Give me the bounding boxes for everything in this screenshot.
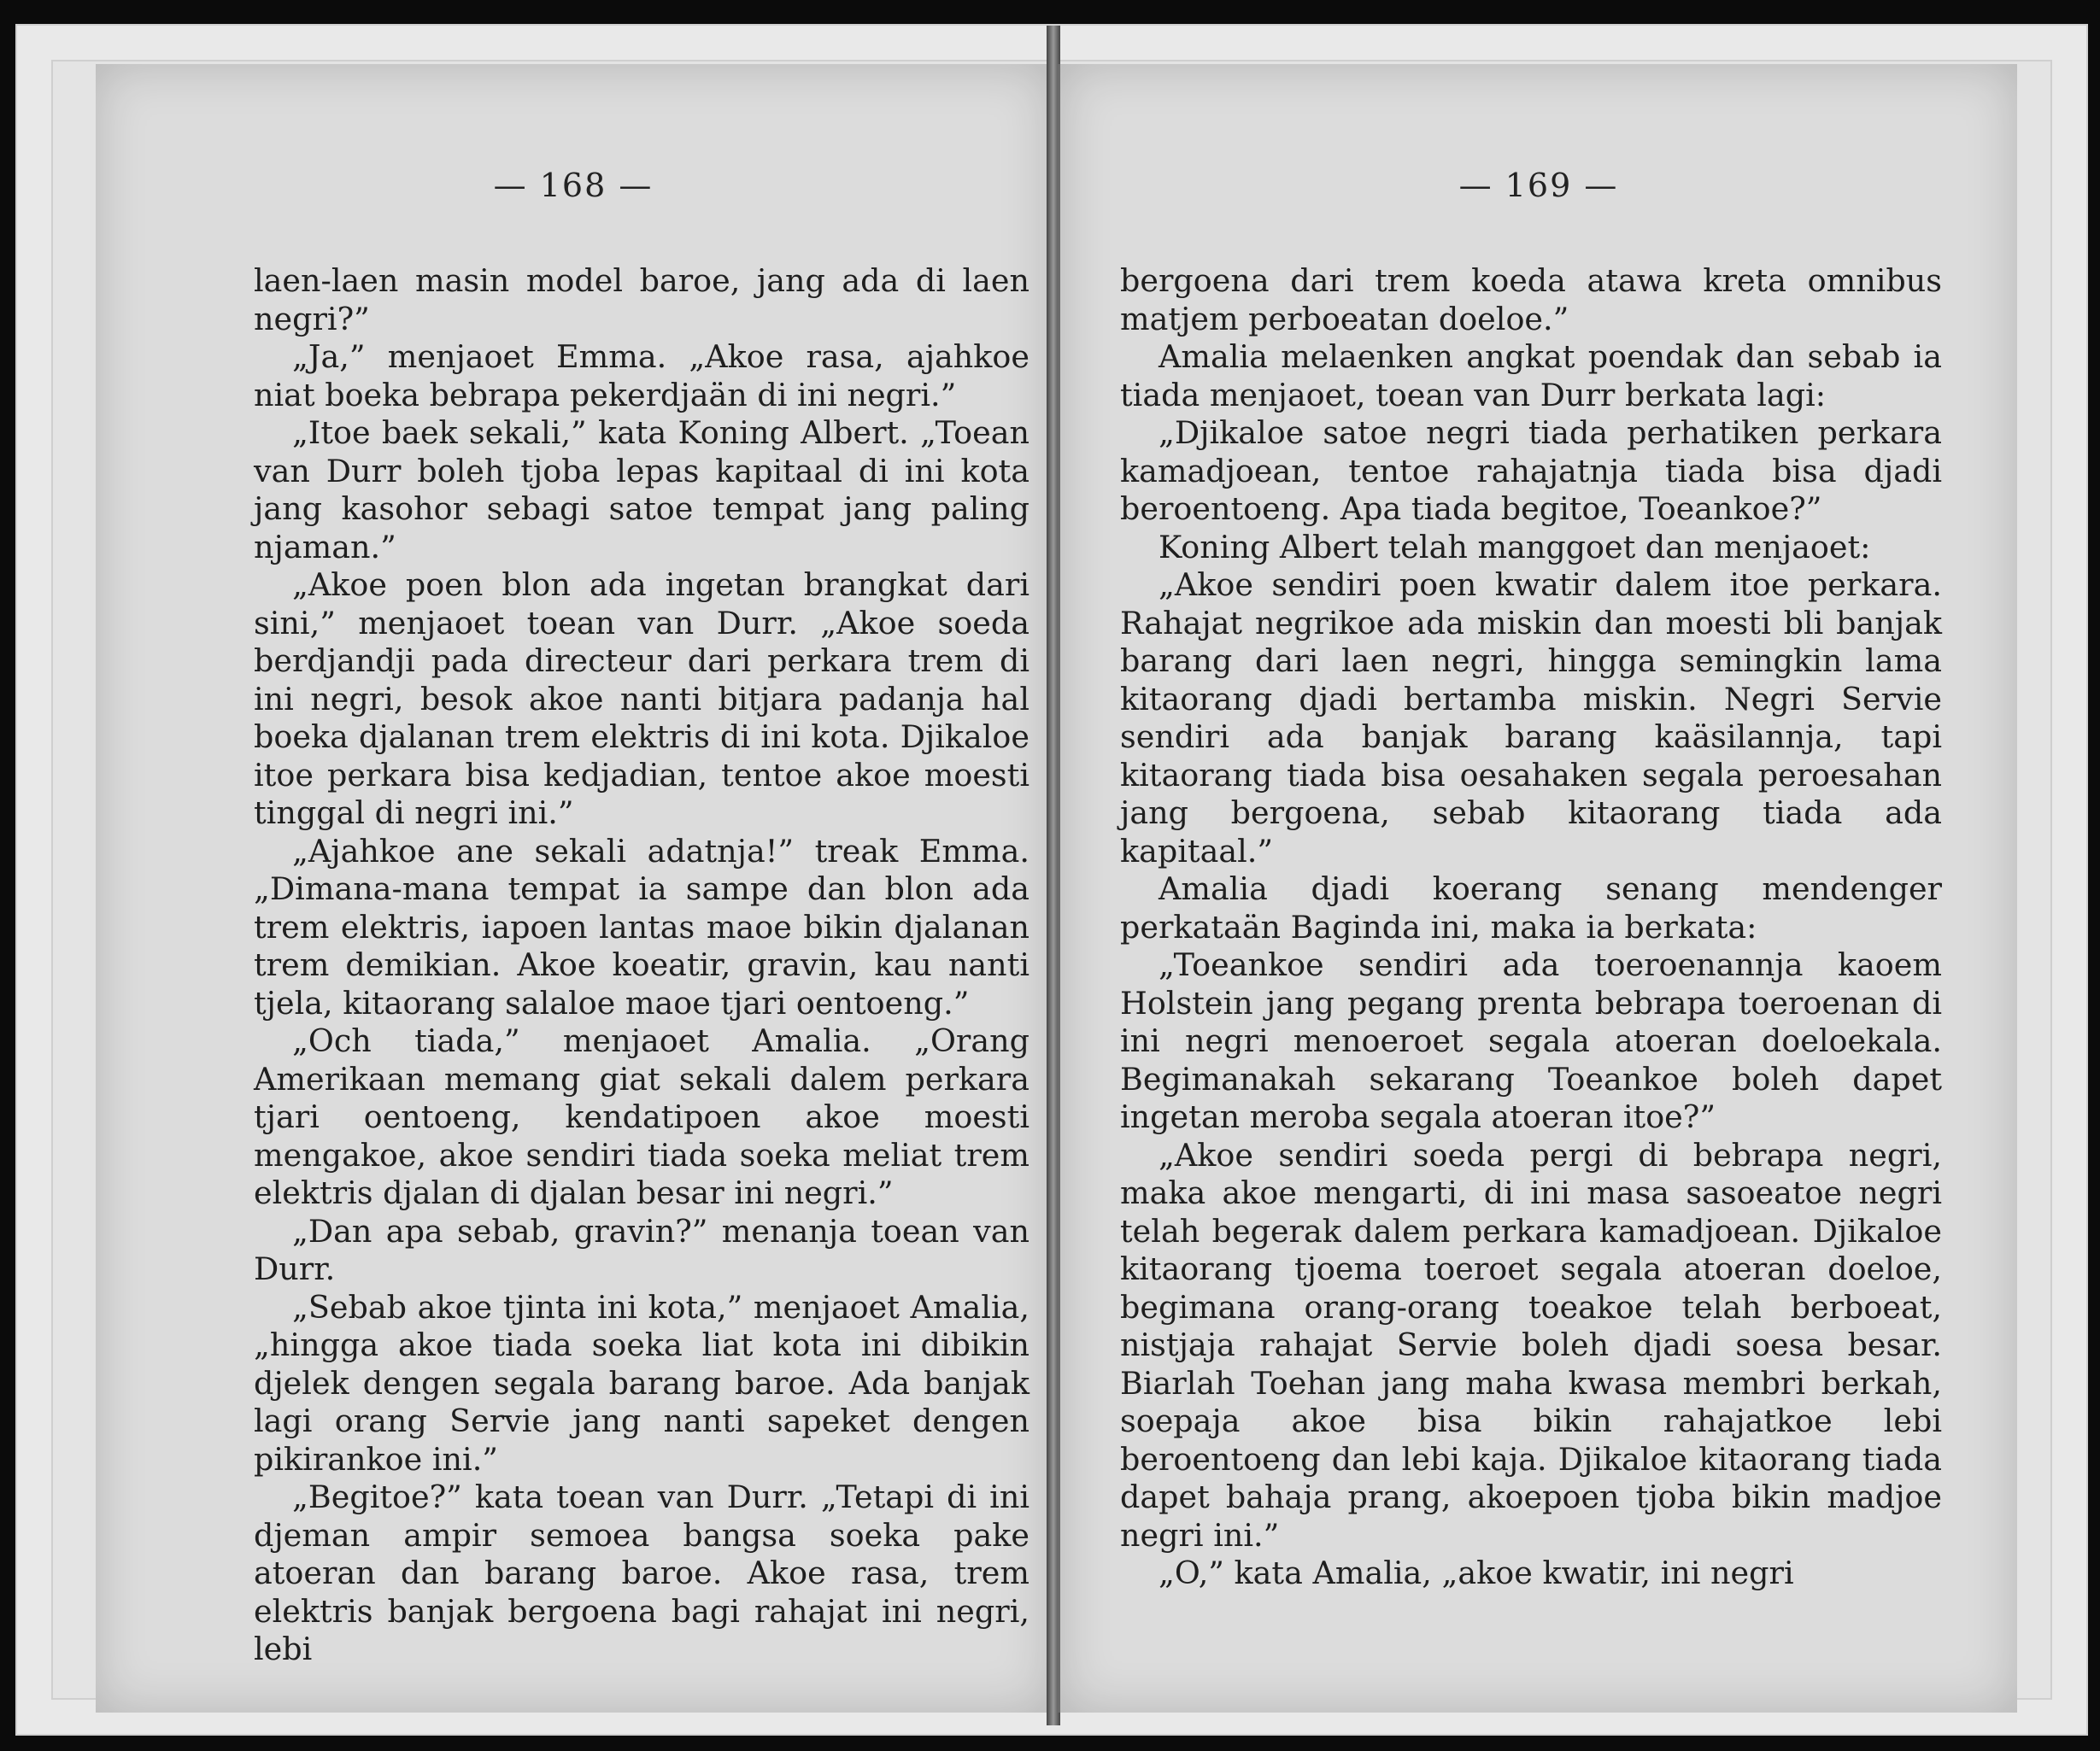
paragraph: „Toeankoe sendiri ada toeroenannja kaoem Holstein jang pegang prenta bebrapa toeroenan di ini negri menoeroet segala atoeran doeloekala. Begimanakah sekarang Toeankoe boleh dapet ingetan meroba segala atoeran itoe?” <box>1120 946 1942 1135</box>
paragraph: „Begitoe?” kata toean van Durr. „Tetapi di ini djeman ampir semoea bangsa soeka pake atoeran dan barang baroe. Akoe rasa, trem elektris banjak bergoena bagi rahajat ini negri, lebi <box>254 1479 1029 1667</box>
paragraph: laen-laen masin model baroe, jang ada di laen negri?” <box>254 262 1029 337</box>
right-page-text <box>1120 262 1942 1593</box>
paragraph: „Akoe sendiri soeda pergi di bebrapa negri, maka akoe mengarti, di ini masa sasoeatoe negri telah begerak dalem perkara kamadjoean. Djikaloe kitaorang tjoema toeroet segala atoeran doeloe, begimana orang-orang toeakoe telah berboeat, nistjaja rahajat Servie boleh djadi soesa besar. Biarlah Toehan jang maha kwasa membri berkah, soepaja akoe bisa bikin rahajatkoe lebi beroentoeng dan lebi kaja. Djikaloe kitaorang tiada dapet bahaja prang, akoepoen tjoba bikin madjoe negri ini.” <box>1120 1136 1942 1554</box>
paragraph: „Itoe baek sekali,” kata Koning Albert. „Toean van Durr boleh tjoba lepas kapitaal di ini kota jang kasohor sebagi satoe tempat jang paling njaman.” <box>254 414 1029 565</box>
paragraph: Amalia djadi koerang senang mendenger perkataän Baginda ini, maka ia berkata: <box>1120 870 1942 946</box>
paragraph: „Dan apa sebab, gravin?” menanja toean van Durr. <box>254 1212 1029 1287</box>
left-page <box>96 64 1053 1713</box>
paragraph: „Och tiada,” menjaoet Amalia. „Orang Amerikaan memang giat sekali dalem perkara tjari oentoeng, kendatipoen akoe moesti mengakoe, akoe sendiri tiada soeka meliat trem elektris djalan di djalan besar ini negri.” <box>254 1022 1029 1211</box>
paragraph: „O,” kata Amalia, „akoe kwatir, ini negri <box>1159 1555 1794 1591</box>
paragraph: „Akoe poen blon ada ingetan brangkat dari sini,” menjaoet toean van Durr. „Akoe soeda berdjandji pada directeur dari perkara trem di ini negri, besok akoe nanti bitjara padanja hal boeka djalanan trem elektris di ini kota. Djikaloe itoe perkara bisa kedjadian, tentoe akoe moesti tinggal di negri ini.” <box>254 566 1029 831</box>
page-number-left: — 168 — <box>493 167 654 204</box>
paragraph: „Djikaloe satoe negri tiada perhatiken perkara kamadjoean, tentoe rahajatnja tiada bisa djadi beroentoeng. Apa tiada begitoe, Toeankoe?” <box>1120 414 1942 527</box>
paragraph: „Ja,” menjaoet Emma. „Akoe rasa, ajahkoe niat boeka bebrapa pekerdjaän di ini negri.” <box>254 338 1029 413</box>
paragraph: „Ajahkoe ane sekali adatnja!” treak Emma. „Dimana-mana tempat ia sampe dan blon ada trem elektris, iapoen lantas maoe bikin djalanan trem demikian. Akoe koeatir, gravin, kau nanti tjela, kitaorang salaloe maoe tjari oentoeng.” <box>254 832 1029 1022</box>
right-page <box>1058 64 2017 1713</box>
page-number-right: — 169 — <box>1458 167 1619 204</box>
paragraph: bergoena dari trem koeda atawa kreta omnibus matjem perboeatan doeloe.” <box>1120 262 1942 337</box>
paragraph: Amalia melaenken angkat poendak dan sebab ia tiada menjaoet, toean van Durr berkata lagi: <box>1120 338 1942 413</box>
paragraph: „Akoe sendiri poen kwatir dalem itoe perkara. Rahajat negrikoe ada miskin dan moesti bli banjak barang dari laen negri, hingga semingkin lama kitaorang djadi bertamba miskin. Negri Servie sendiri ada banjak barang kaäsilannja, tapi kitaorang tiada bisa oesahaken segala peroesahan jang bergoena, sebab kitaorang tiada ada kapitaal.” <box>1120 566 1942 870</box>
paragraph: Koning Albert telah manggoet dan menjaoet: <box>1159 528 1871 565</box>
paragraph: „Sebab akoe tjinta ini kota,” menjaoet Amalia, „hingga akoe tiada soeka liat kota ini dibikin djelek dengen segala barang baroe. Ada banjak lagi orang Servie jang nanti sapeket dengen pikirankoe ini.” <box>254 1288 1029 1478</box>
left-page-text <box>254 262 1029 1669</box>
